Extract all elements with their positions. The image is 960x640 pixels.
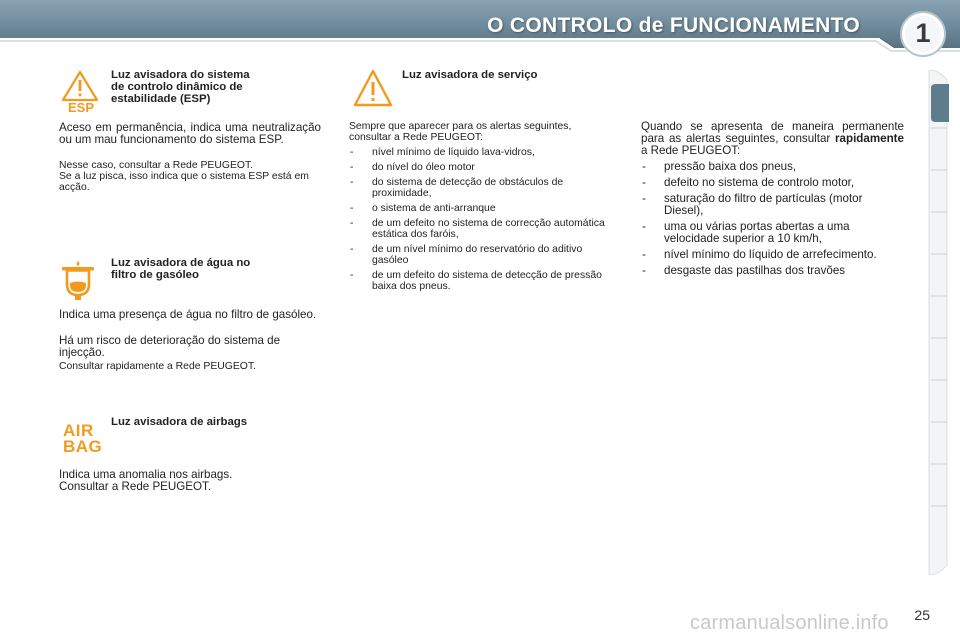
water-title-line: Luz avisadora de água no xyxy=(111,257,251,269)
chapter-tabs xyxy=(927,70,949,575)
esp-title-line: estabilidade (ESP) xyxy=(111,93,211,105)
airbag-icon-label: AIR xyxy=(63,421,94,440)
tab-active[interactable] xyxy=(931,84,949,122)
list-item: - do sistema de detecção de obstáculos de proximidade, xyxy=(349,177,611,199)
chapter-title: O CONTROLO de FUNCIONAMENTO xyxy=(487,14,860,37)
list-item: - do nível do óleo motor xyxy=(349,162,611,173)
water-title xyxy=(111,257,321,281)
esp-title-line: de controlo dinâmico de xyxy=(111,81,243,93)
service-list-a xyxy=(349,147,611,292)
water-title-line: filtro de gasóleo xyxy=(111,269,199,281)
esp-notes xyxy=(59,160,324,193)
service-intro-2-text: a Rede PEUGEOT: xyxy=(641,144,741,157)
chapter-number: 1 xyxy=(915,18,931,48)
airbag-text xyxy=(59,469,321,493)
service-warning-icon xyxy=(352,68,394,110)
list-item: - o sistema de anti-arranque xyxy=(349,203,611,214)
list-item: - de um defeito no sistema de correcção automática estática dos faróis, xyxy=(349,218,611,240)
airbag-icon-label: BAG xyxy=(63,437,103,456)
airbag-text-line: Consultar a Rede PEUGEOT. xyxy=(59,480,212,493)
service-intro-2-text: Quando se apresenta de maneira permanente para as alertas seguintes, consultar xyxy=(641,120,904,145)
esp-note: Nesse caso, consultar a Rede PEUGEOT. xyxy=(59,160,254,171)
service-intro-2-emphasis: rapidamente xyxy=(835,132,904,145)
list-item: - nível mínimo do líquido de arrefecimento. xyxy=(641,249,904,261)
water-note: Consultar rapidamente a Rede PEUGEOT. xyxy=(59,361,256,372)
airbag-icon xyxy=(63,423,103,455)
service-column-2 xyxy=(641,121,904,281)
esp-text: Aceso em permanência, indica uma neutralização ou um mau funcionamento do sistema ESP. xyxy=(59,121,321,146)
list-item: - defeito no sistema de controlo motor, xyxy=(641,177,904,189)
list-item: - uma ou várias portas abertas a uma velocidade superior a 10 km/h, xyxy=(641,221,904,245)
list-item: - desgaste das pastilhas dos travões xyxy=(641,265,904,277)
water-text-1: Indica uma presença de água no filtro de gasóleo. xyxy=(59,308,317,321)
header-band xyxy=(0,0,960,52)
esp-title xyxy=(111,69,321,105)
airbag-text-line: Indica uma anomalia nos airbags. xyxy=(59,468,233,481)
list-item: - de um defeito do sistema de detecção de pressão baixa dos pneus. xyxy=(349,270,611,292)
list-item: - pressão baixa dos pneus, xyxy=(641,161,904,173)
service-title: Luz avisadora de serviço xyxy=(402,69,538,81)
esp-icon-label: ESP xyxy=(67,100,95,114)
service-intro: Sempre que aparecer para os alertas seguintes, consultar a Rede PEUGEOT: xyxy=(349,121,572,143)
service-intro-2 xyxy=(641,121,904,157)
esp-note: Se a luz pisca, isso indica que o sistema ESP está em acção. xyxy=(59,171,309,193)
list-item: - de um nível mínimo do reservatório do aditivo gasóleo xyxy=(349,244,611,266)
esp-title-line: Luz avisadora do sistema xyxy=(111,69,250,81)
watermark: carmanualsonline.info xyxy=(690,612,889,634)
service-list-b xyxy=(641,161,904,277)
service-column-1 xyxy=(349,121,611,296)
water-text-2: Há um risco de deterioração do sistema de injecção. xyxy=(59,334,281,359)
water-in-fuel-icon xyxy=(60,260,96,302)
list-item: - saturação do filtro de partículas (motor Diesel), xyxy=(641,193,904,217)
esp-warning-icon xyxy=(60,70,104,114)
page-number: 25 xyxy=(914,607,930,623)
list-item: - nível mínimo de líquido lava-vidros, xyxy=(349,147,611,158)
airbag-title: Luz avisadora de airbags xyxy=(111,416,248,428)
